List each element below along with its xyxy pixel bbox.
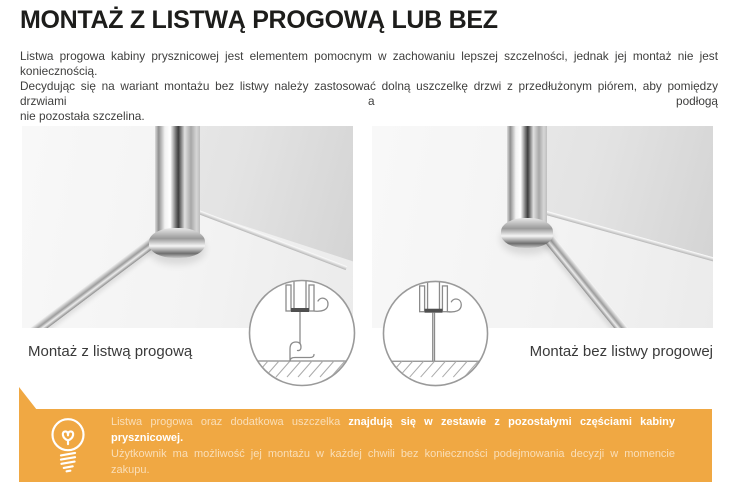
info-banner-bold-text: znajdują się w zestawie z pozostałymi częściami kabiny prysznicowej. <box>111 415 676 444</box>
door-profile <box>155 126 200 244</box>
intro-paragraph <box>20 49 718 124</box>
cross-section-with-threshold-icon <box>246 277 358 389</box>
info-banner <box>19 409 712 482</box>
threshold-strip <box>31 236 159 328</box>
info-banner-line-2: Użytkownik ma możliwość jej montażu w każdej chwili bez konieczności podejmowania decyzji w momencie zakupu. <box>111 447 675 476</box>
door-profile <box>507 126 547 232</box>
intro-line: Decydując się na wariant montażu bez listwy należy zastosować dolną uszczelkę drzwi z przedłużonym piórem, aby pomiędzy drzwiami a podłogą <box>20 79 718 108</box>
lightbulb-icon <box>45 415 91 477</box>
intro-line: Listwa progowa kabiny prysznicowej jest elementem pomocnym w zachowaniu lepszej szczelności, jednak jej montaż nie jest koniecznością. <box>20 49 718 78</box>
page-title: MONTAŻ Z LISTWĄ PROGOWĄ LUB BEZ <box>20 6 498 34</box>
intro-line: nie pozostała szczelina. <box>20 109 145 123</box>
info-banner-regular-text: Listwa progowa oraz dodatkowa uszczelka <box>111 415 349 428</box>
door-hinge <box>501 218 553 248</box>
door-hinge <box>149 228 205 258</box>
speech-bubble-tail <box>19 387 37 410</box>
caption-without-threshold: Montaż bez listwy progowej <box>529 343 713 360</box>
cross-section-without-threshold-icon <box>380 278 491 389</box>
info-banner-text <box>111 414 675 478</box>
caption-with-threshold: Montaż z listwą progową <box>28 343 193 360</box>
info-banner-line-1 <box>111 414 675 446</box>
panel-bottom-rail <box>539 228 637 328</box>
